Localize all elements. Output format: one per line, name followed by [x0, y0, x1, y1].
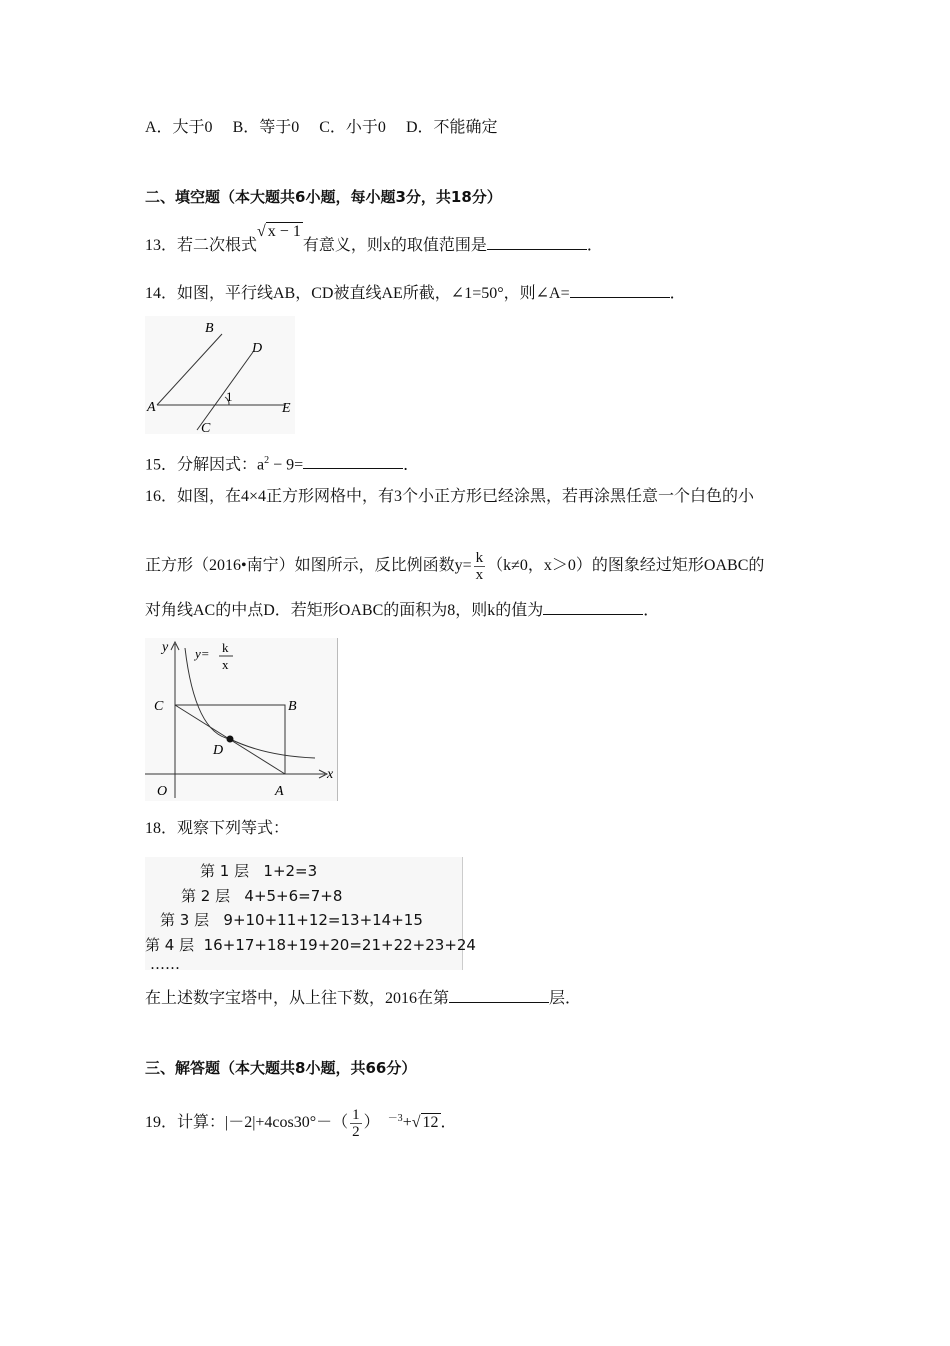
parallel-lines-figure: [145, 316, 295, 434]
denominator: x: [475, 567, 484, 583]
question-18-text: [145, 988, 581, 1009]
option-c: C．小于0: [319, 119, 386, 136]
sqrt-12: √ 12: [411, 1114, 439, 1132]
denominator: 2: [352, 1124, 360, 1140]
section-heading-2: 二、填空题（本大题共6小题，每小题3分，共18分）: [145, 188, 502, 206]
label-c: C: [154, 699, 164, 714]
fraction-half: [350, 1107, 362, 1140]
q15-text: 15．分解因式：a: [145, 456, 265, 474]
section-heading-3: 三、解答题（本大题共8小题，共66分）: [145, 1059, 417, 1077]
sqrt-expression: √ x − 1: [257, 223, 301, 240]
q14-text: 14．如图，平行线AB，CD被直线AE所截，∠1=50°，则∠A=: [145, 285, 570, 302]
angle-1-label: 1: [226, 389, 233, 404]
q15-text-2: − 9=: [269, 456, 304, 474]
question-14: [145, 283, 686, 304]
radicand: x − 1: [267, 223, 301, 240]
radicand: 12: [422, 1114, 439, 1132]
label-d: D: [252, 341, 263, 356]
point-d: [227, 736, 234, 743]
hyperbola-graph: [145, 638, 339, 801]
number-pyramid: [145, 857, 476, 973]
q19-text: 19．计算：|－2|+4cos30°－（: [145, 1114, 349, 1132]
question-16-line3: [145, 600, 659, 621]
label-a: A: [147, 400, 156, 415]
label-o: O: [157, 784, 168, 799]
q18-text: 在上述数字宝塔中，从上往下数，2016在第: [145, 990, 450, 1007]
question-13: [145, 223, 603, 256]
q16-text: 正方形（2016•南宁）如图所示，反比例函数y=: [145, 557, 472, 575]
paren: ）: [363, 1114, 380, 1132]
label-c: C: [201, 421, 211, 434]
answer-blank[interactable]: [487, 235, 587, 250]
label-d: D: [213, 743, 224, 758]
numerator: k: [475, 550, 484, 566]
choice-options: [145, 118, 498, 138]
question-19: [145, 1107, 457, 1140]
question-15: [145, 451, 419, 475]
answer-blank[interactable]: [570, 283, 670, 298]
period: ．: [669, 285, 686, 302]
function-denominator: x: [222, 657, 229, 672]
label-a: A: [275, 784, 284, 799]
option-b: B．等于0: [232, 119, 300, 136]
period: ．: [643, 602, 660, 619]
ellipsis: ……: [150, 955, 180, 973]
label-b: B: [288, 699, 297, 714]
period: ．: [440, 1114, 457, 1132]
period: ．: [403, 456, 420, 474]
exponent: 2: [264, 455, 270, 466]
q13-text-2: 有意义，则x的取值范围是: [302, 237, 487, 254]
y-label: y: [162, 640, 169, 655]
row-1: 第 1 层 1+2=3: [200, 862, 318, 880]
function-numerator: k: [222, 640, 229, 655]
q18-end: 层．: [549, 990, 582, 1007]
option-a: A．大于0: [145, 119, 213, 136]
exponent: －3: [387, 1112, 403, 1124]
row-4: 第 4 层 16+17+18+19+20=21+22+23+24: [145, 936, 476, 954]
function-label: y=: [195, 646, 210, 661]
period: ．: [586, 237, 603, 254]
label-e: E: [282, 401, 291, 416]
answer-blank[interactable]: [543, 600, 643, 615]
q13-text: 13．若二次根式: [145, 237, 258, 254]
question-18-title: 18．观察下列等式：: [145, 820, 290, 837]
x-label: x: [327, 767, 334, 782]
row-2: 第 2 层 4+5+6=7+8: [181, 887, 343, 905]
q16-text-2: （k≠0，x＞0）的图象经过矩形OABC的: [487, 557, 765, 575]
label-b: B: [205, 321, 214, 336]
answer-blank[interactable]: [449, 988, 549, 1003]
row-3: 第 3 层 9+10+11+12=13+14+15: [160, 911, 423, 929]
question-16-line2: [145, 550, 764, 583]
answer-blank[interactable]: [303, 454, 403, 469]
question-16-line1: 16．如图，在4×4正方形网格中，有3个小正方形已经涂黑，若再涂黑任意一个白色的小: [145, 488, 755, 505]
option-d: D．不能确定: [405, 119, 498, 136]
fraction: [474, 550, 486, 583]
numerator: 1: [352, 1107, 360, 1123]
q16-text-3: 对角线AC的中点D．若矩形OABC的面积为8，则k的值为: [145, 602, 544, 619]
plus: +: [402, 1114, 412, 1132]
